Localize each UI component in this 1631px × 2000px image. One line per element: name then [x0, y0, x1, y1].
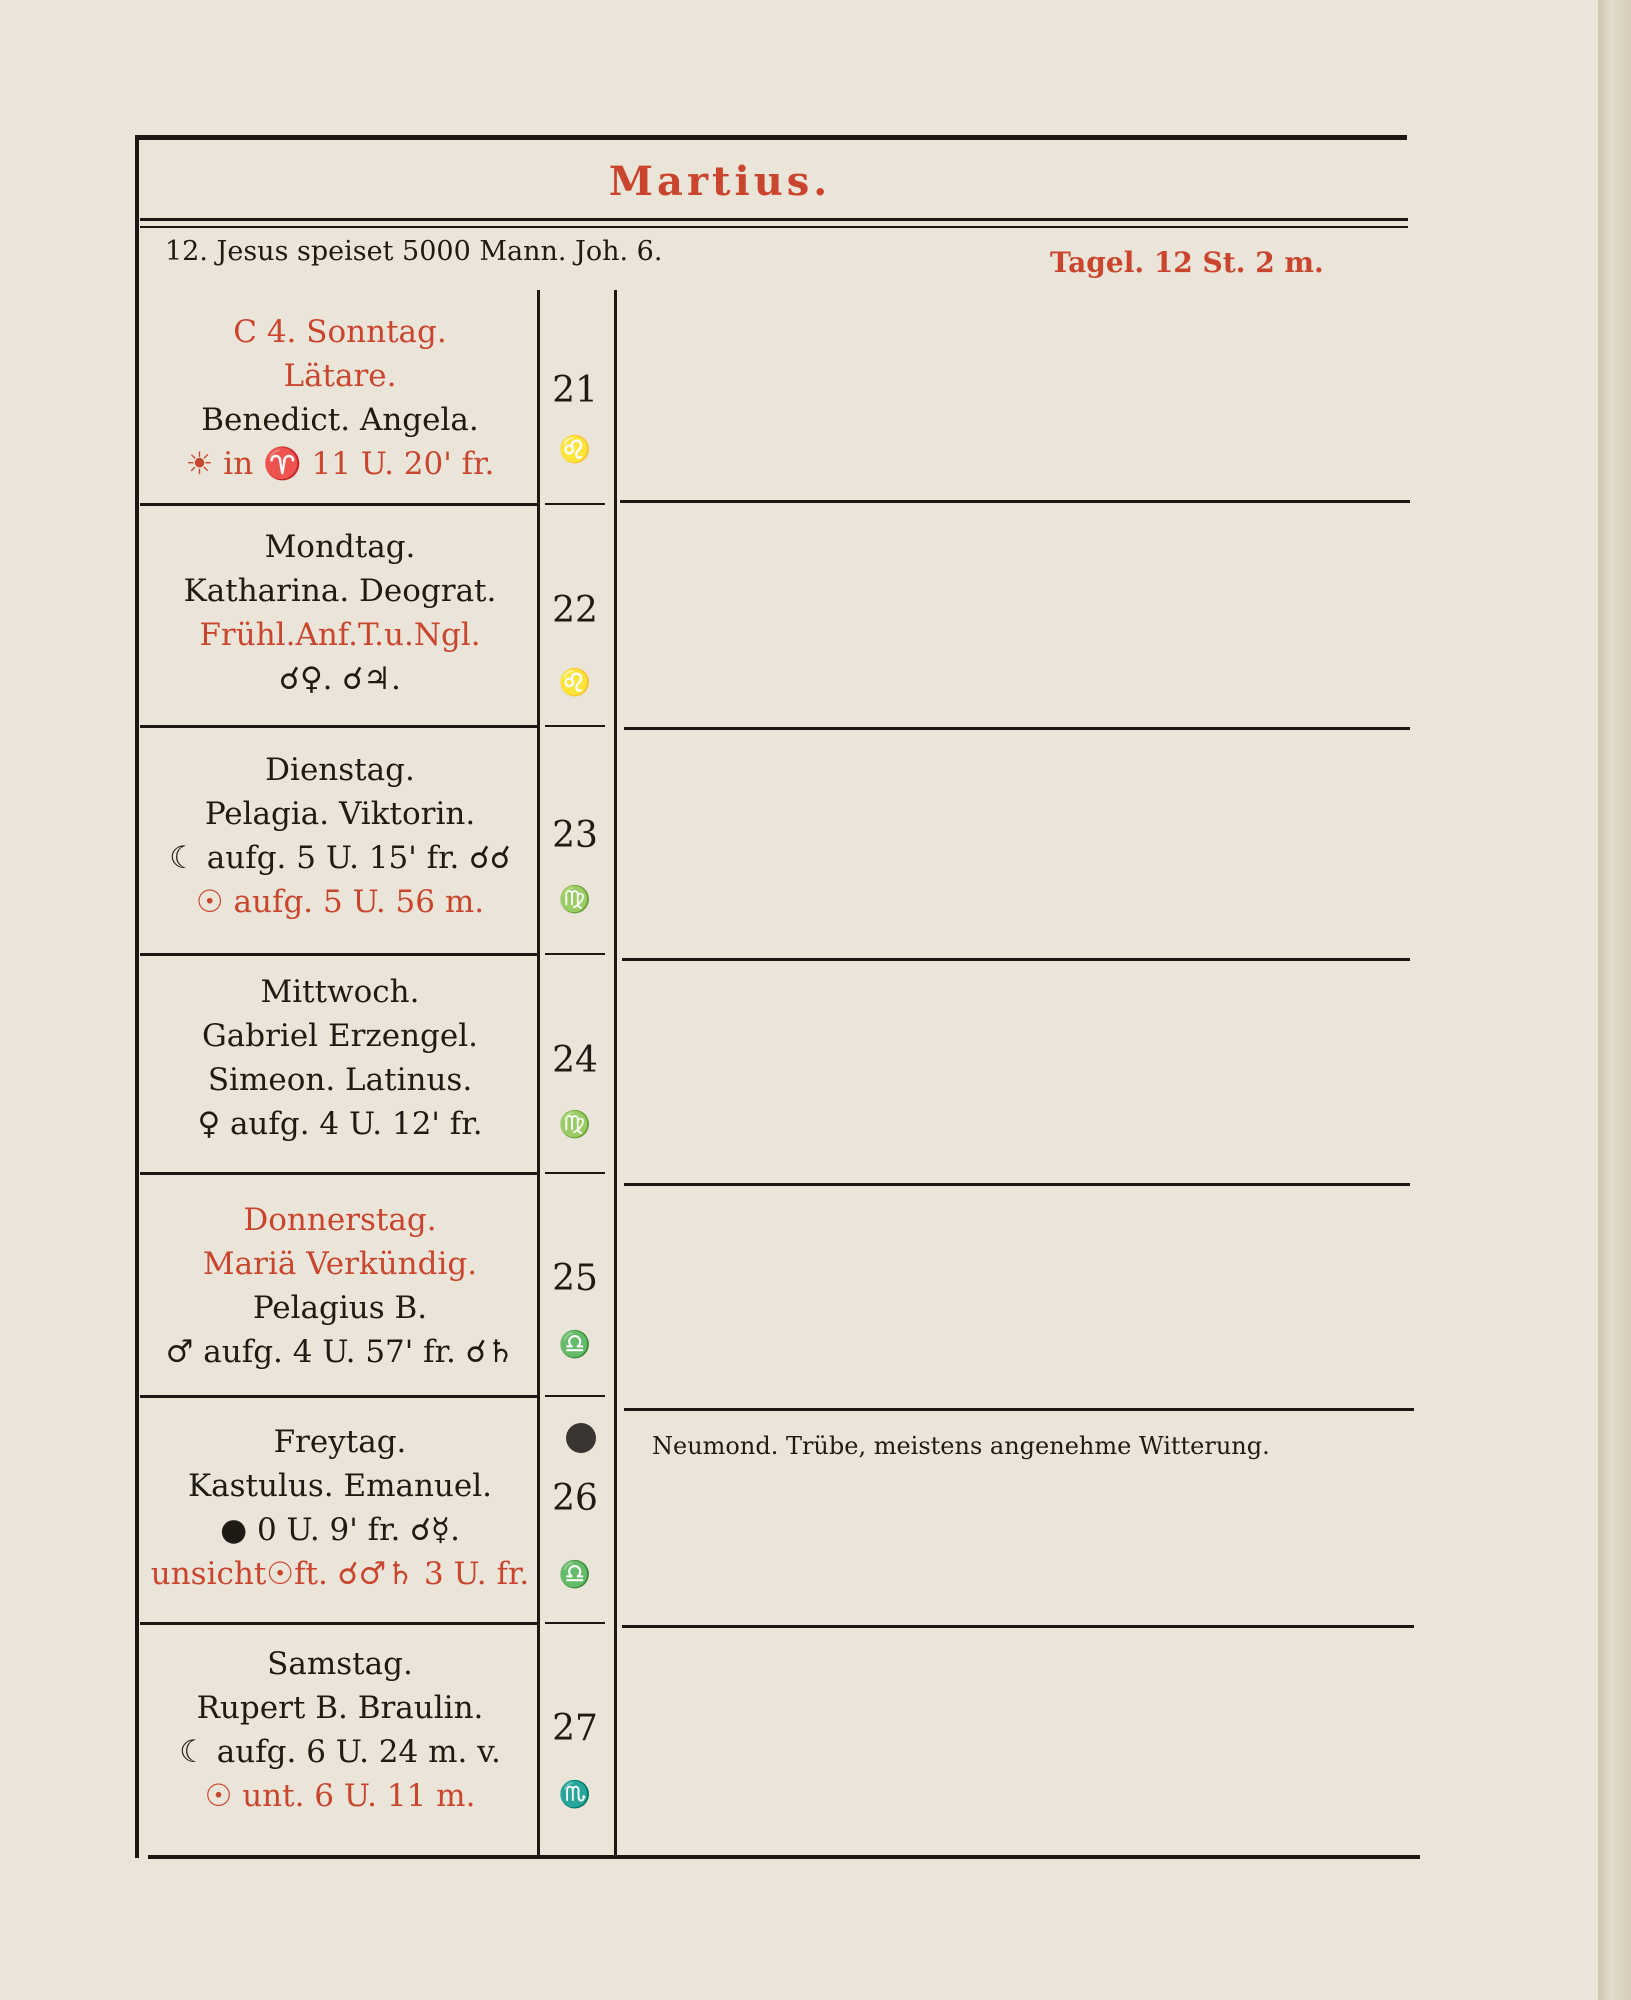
- day-line: Mondtag.: [264, 529, 416, 565]
- frame-left: [135, 138, 139, 1858]
- day-line: ☉ aufg. 5 U. 56 m.: [195, 884, 485, 920]
- zodiac-sign-icon: ♎: [558, 1330, 592, 1360]
- row-rule: [140, 1172, 537, 1175]
- top-rule: [135, 135, 1407, 140]
- notes-rule: [622, 1625, 1414, 1628]
- day-line: ☌♀. ☌♃.: [279, 661, 401, 697]
- notes-rule: [624, 1408, 1414, 1411]
- notes-rule: [622, 958, 1410, 961]
- day-line: ☉ unt. 6 U. 11 m.: [204, 1778, 476, 1814]
- bleed-through-text: [1060, 330, 1069, 374]
- day-line: C 4. Sonntag.: [233, 314, 447, 350]
- notes-rule: [624, 1183, 1410, 1186]
- day-line: Rupert B. Braulin.: [196, 1690, 484, 1726]
- notes-rule: [624, 727, 1410, 730]
- date-rule: [545, 725, 605, 727]
- day-length: Tagel. 12 St. 2 m.: [1050, 246, 1324, 279]
- day-line: Simeon. Latinus.: [207, 1062, 473, 1098]
- month-rule: [140, 218, 1408, 221]
- day-number: 24: [552, 1040, 598, 1081]
- day-line: Kastulus. Emanuel.: [187, 1468, 493, 1504]
- column-divider-2: [614, 290, 617, 1855]
- day-line: ♀ aufg. 4 U. 12' fr.: [197, 1106, 483, 1142]
- day-line: ☾ aufg. 6 U. 24 m. v.: [179, 1734, 501, 1770]
- day-line: Pelagius B.: [252, 1290, 428, 1326]
- bottom-rule: [148, 1855, 1420, 1859]
- zodiac-sign-icon: ♌: [558, 435, 592, 465]
- day-line: ♂ aufg. 4 U. 57' fr. ☌♄: [165, 1334, 515, 1370]
- day-line: Samstag.: [267, 1646, 413, 1682]
- day-entry-23: [140, 748, 540, 924]
- day-line: ☀ in ♈ 11 U. 20' fr.: [185, 446, 495, 482]
- day-line: ☾ aufg. 5 U. 15' fr. ☌☌: [169, 840, 511, 876]
- day-line: Katharina. Deograt.: [183, 573, 497, 609]
- day-entry-22: [140, 525, 540, 701]
- day-number: 22: [552, 590, 598, 631]
- day-line: Dienstag.: [265, 752, 415, 788]
- day-line: unsicht☉ft. ☌♂♄ 3 U. fr.: [150, 1556, 530, 1592]
- zodiac-sign-icon: ♎: [558, 1560, 592, 1590]
- header-rule: [140, 226, 1408, 228]
- notes-rule: [620, 500, 1410, 503]
- new-moon-icon: [566, 1423, 596, 1453]
- day-number: 21: [552, 370, 598, 411]
- page-edge: [1598, 0, 1631, 2000]
- day-entry-21: [140, 310, 540, 486]
- day-line: Pelagia. Viktorin.: [204, 796, 476, 832]
- day-entry-24: [140, 970, 540, 1146]
- day-entry-26: [140, 1420, 540, 1596]
- date-rule: [545, 1622, 605, 1624]
- row-rule: [140, 953, 537, 956]
- date-rule: [545, 503, 605, 505]
- date-rule: [545, 1172, 605, 1174]
- day-entry-27: [140, 1642, 540, 1818]
- day-line: Freytag.: [273, 1424, 407, 1460]
- row-rule: [140, 503, 537, 506]
- day-line: ● 0 U. 9' fr. ☌☿.: [220, 1512, 460, 1548]
- zodiac-sign-icon: ♍: [558, 885, 592, 915]
- month-title: Martius.: [608, 158, 832, 205]
- row-rule: [140, 725, 537, 728]
- row-rule: [140, 1395, 537, 1398]
- day-line: Benedict. Angela.: [201, 402, 479, 438]
- day-number: 25: [552, 1258, 598, 1299]
- day-line: Donnerstag.: [243, 1202, 437, 1238]
- row-rule: [140, 1622, 537, 1625]
- day-number: 23: [552, 815, 598, 856]
- zodiac-sign-icon: ♏: [558, 1780, 592, 1810]
- day-line: Lätare.: [283, 358, 397, 394]
- gospel-reading: 12. Jesus speiset 5000 Mann. Joh. 6.: [165, 236, 663, 267]
- zodiac-sign-icon: ♍: [558, 1110, 592, 1140]
- day-line: Gabriel Erzengel.: [202, 1018, 478, 1054]
- day-entry-25: [140, 1198, 540, 1374]
- day-line: Frühl.Anf.T.u.Ngl.: [199, 617, 481, 653]
- day-line: Mariä Verkündig.: [202, 1246, 478, 1282]
- date-rule: [545, 953, 605, 955]
- weather-note: Neumond. Trübe, meistens angenehme Witterung.: [652, 1432, 1270, 1460]
- day-line: Mittwoch.: [260, 974, 420, 1010]
- day-number: 26: [552, 1478, 598, 1519]
- date-rule: [545, 1395, 605, 1397]
- day-number: 27: [552, 1708, 598, 1749]
- zodiac-sign-icon: ♌: [558, 668, 592, 698]
